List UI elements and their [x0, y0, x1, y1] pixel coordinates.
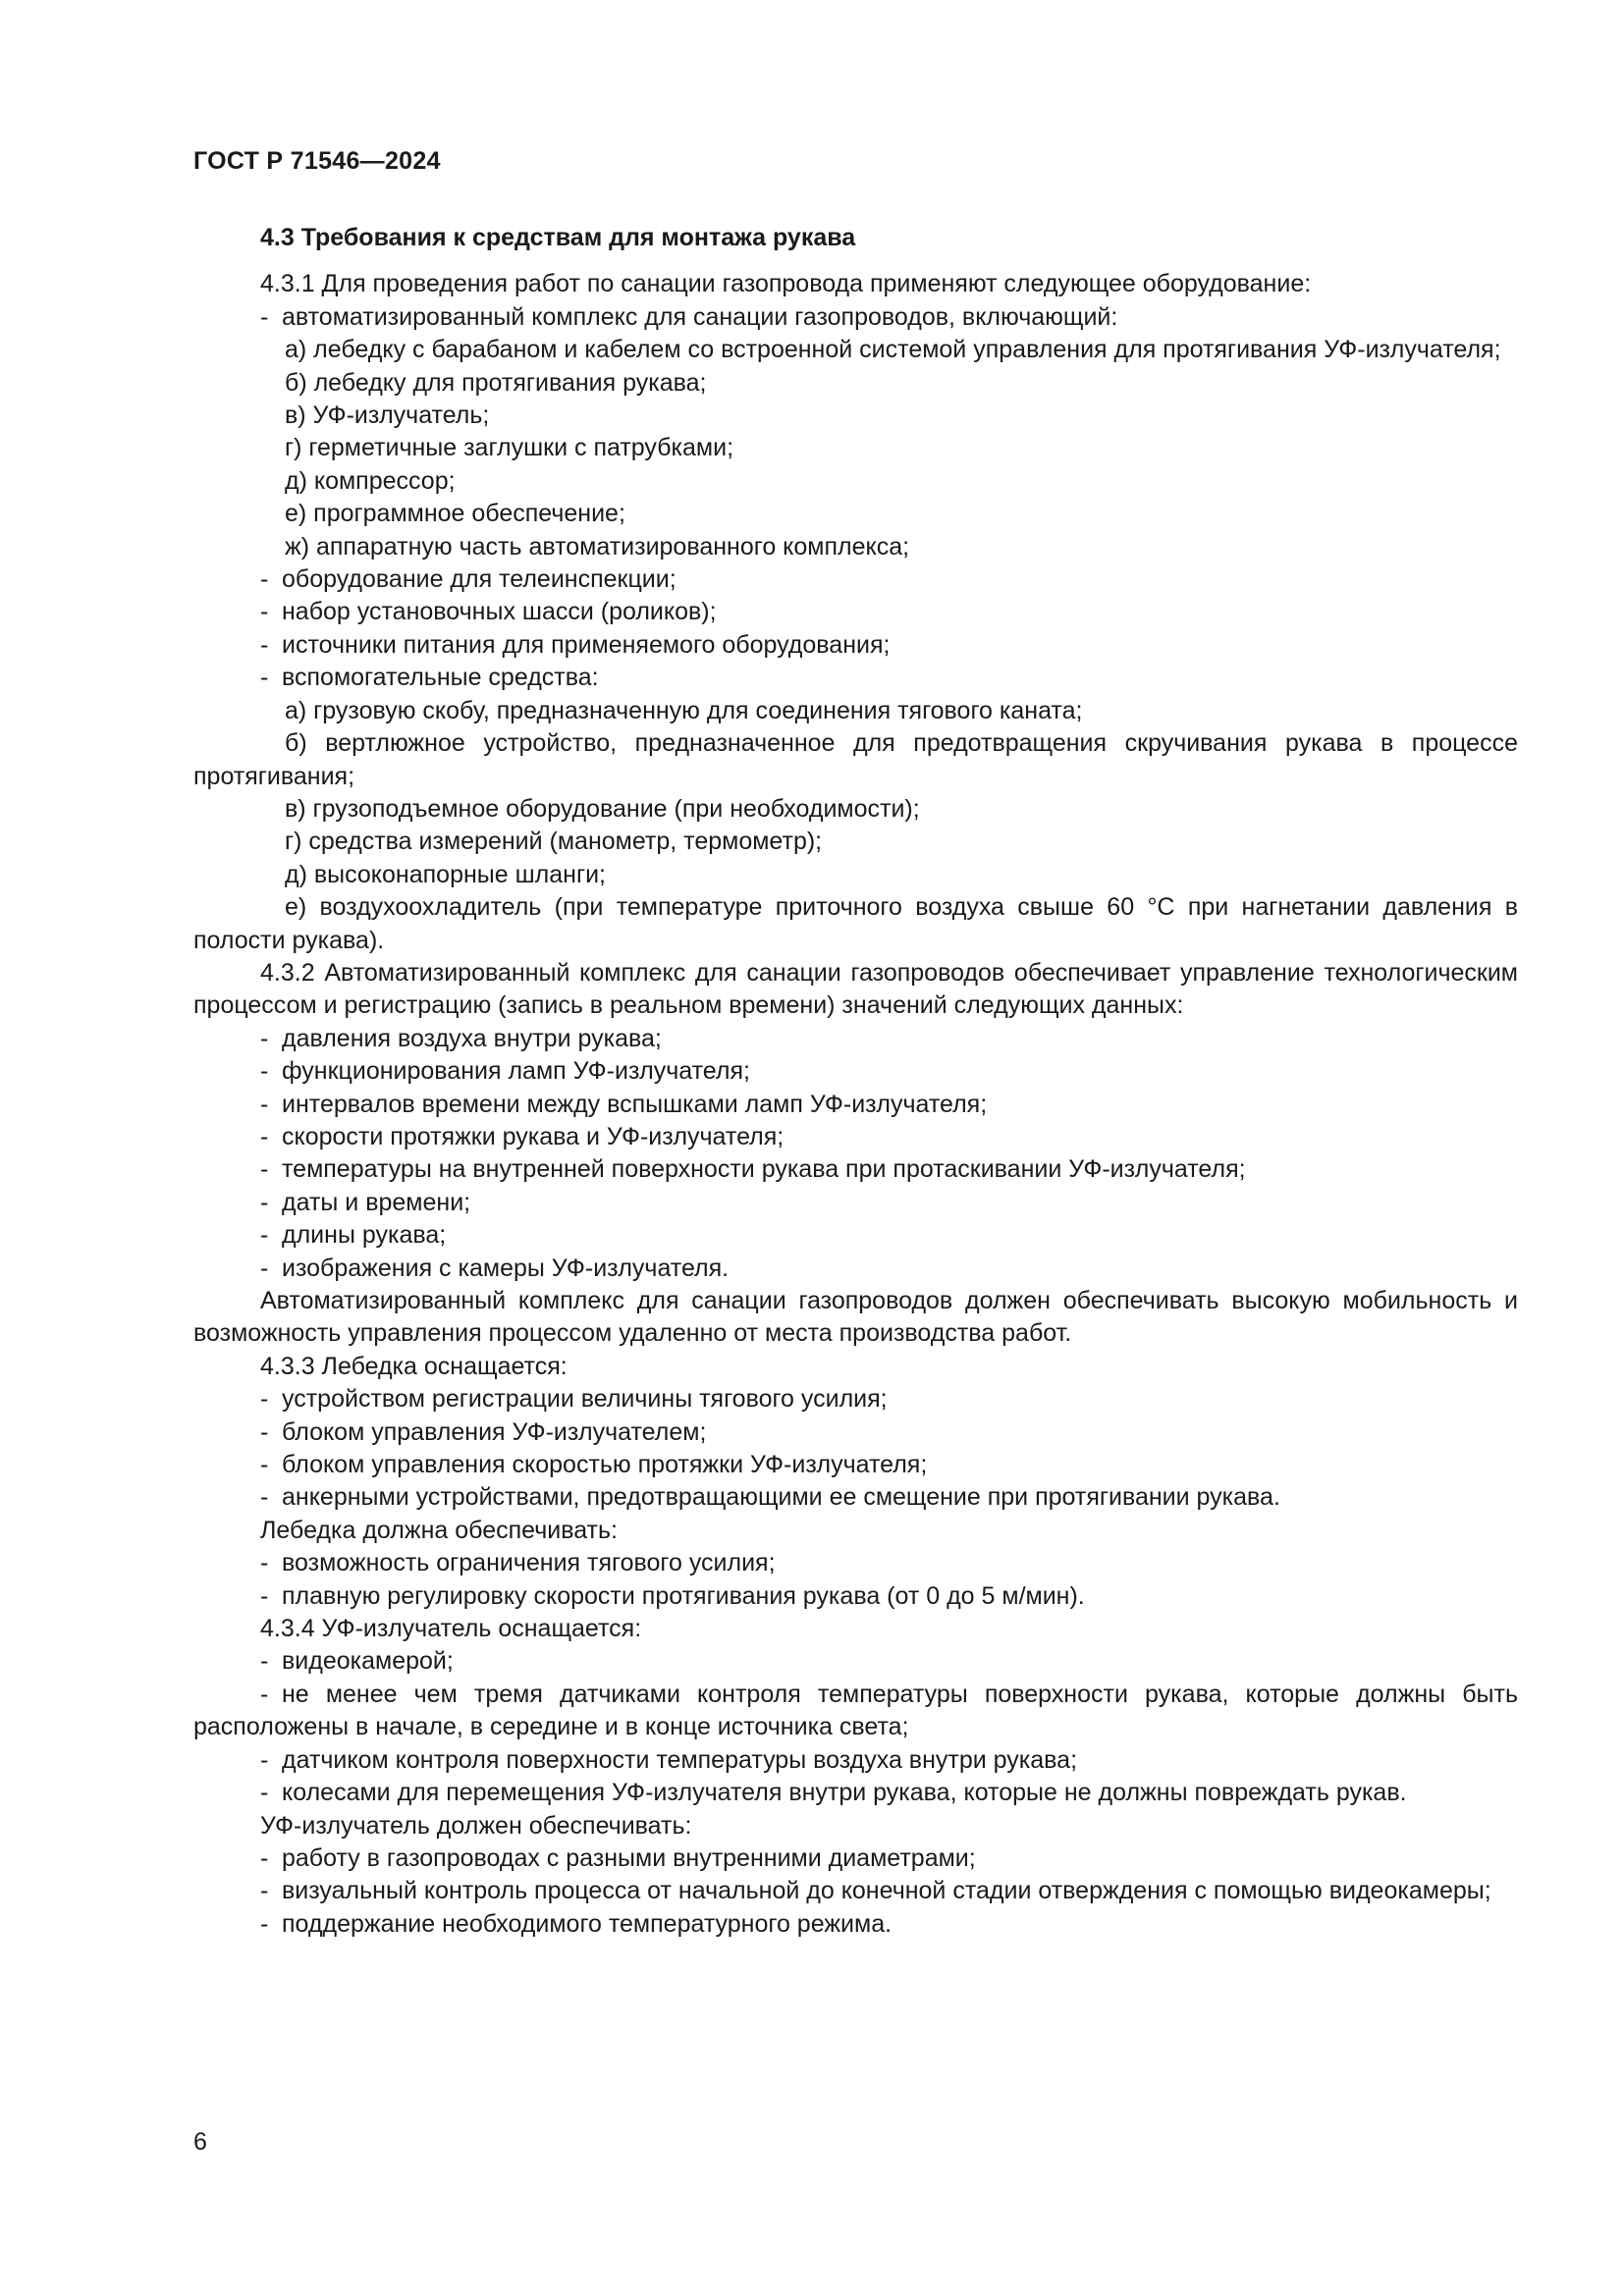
section-heading: 4.3 Требования к средствам для монтажа рукава [260, 224, 856, 251]
document-id-header: ГОСТ Р 71546—2024 [193, 147, 441, 175]
list-item: д) высоконапорные шланги; [285, 860, 606, 888]
list-item: е) воздухоохладитель (при температуре приточного воздуха свыше 60 °C при нагнетании давления в полости рукава). [193, 893, 1518, 954]
list-item: в) грузоподъемное оборудование (при необходимости); [285, 794, 920, 823]
list-item: а) лебедку с барабаном и кабелем со встроенной системой управления для протягивания УФ-излучателя; [285, 336, 1501, 364]
list-item: - изображения с камеры УФ-излучателя. [260, 1254, 730, 1282]
page-number: 6 [193, 2128, 207, 2156]
list-item: - скорости протяжки рукава и УФ-излучателя; [260, 1122, 785, 1150]
clause-4-3-1: 4.3.1 Для проведения работ по санации газопровода применяют следующее оборудование: [260, 270, 1312, 298]
list-item: б) вертлюжное устройство, предназначенное для предотвращения скручивания рукава в процессе протягивания; [193, 729, 1518, 790]
list-item: - автоматизированный комплекс для санации газопроводов, включающий: [260, 302, 1118, 331]
paragraph: Автоматизированный комплекс для санации газопроводов должен обеспечивать высокую мобильность и возможность управления процессом удаленно от места производства работ. [193, 1287, 1518, 1348]
list-item: а) грузовую скобу, предназначенную для соединения тягового каната; [285, 696, 1083, 724]
list-item: г) герметичные заглушки с патрубками; [285, 434, 734, 462]
paragraph: УФ-излучатель должен обеспечивать: [260, 1811, 692, 1840]
clause-4-3-2: 4.3.2 Автоматизированный комплекс для санации газопроводов обеспечивает управление технологическим процессом и регистрацию (запись в реальном времени) значений следующих данных: [193, 958, 1518, 1020]
list-item: д) компрессор; [285, 466, 456, 495]
list-item: - колесами для перемещения УФ-излучателя внутри рукава, которые не должны повреждать рукав. [260, 1779, 1407, 1807]
list-item: б) лебедку для протягивания рукава; [285, 368, 707, 397]
list-item: - плавную регулировку скорости протягивания рукава (от 0 до 5 м/мин). [260, 1581, 1085, 1610]
list-item: - источники питания для применяемого оборудования; [260, 630, 891, 659]
list-item: - оборудование для телеинспекции; [260, 565, 677, 594]
list-item: - набор установочных шасси (роликов); [260, 598, 717, 626]
list-item: - блоком управления УФ-излучателем; [260, 1417, 707, 1446]
section-4-3 [193, 222, 1518, 1941]
list-item: ж) аппаратную часть автоматизированного комплекса; [285, 532, 910, 561]
list-item: в) УФ-излучатель; [285, 401, 490, 430]
list-item: - устройством регистрации величины тягового усилия; [260, 1385, 888, 1414]
list-item: - давления воздуха внутри рукава; [260, 1024, 662, 1052]
list-item: - функционирования ламп УФ-излучателя; [260, 1057, 750, 1086]
list-item: - датчиком контроля поверхности температуры воздуха внутри рукава; [260, 1745, 1078, 1774]
list-item: - длины рукава; [260, 1221, 447, 1250]
list-item: - работу в газопроводах с разными внутренними диаметрами; [260, 1843, 976, 1872]
clause-4-3-4: 4.3.4 УФ-излучатель оснащается: [260, 1615, 642, 1643]
list-item: - температуры на внутренней поверхности рукава при протаскивании УФ-излучателя; [260, 1155, 1246, 1184]
list-item: г) средства измерений (манометр, термометр); [285, 828, 823, 856]
list-item: - возможность ограничения тягового усилия; [260, 1549, 776, 1577]
list-item: - не менее чем тремя датчиками контроля температуры поверхности рукава, которые должны быть расположены в начале, в середине и в конце источника света; [193, 1680, 1518, 1741]
list-item: - поддержание необходимого температурного режима. [260, 1909, 893, 1938]
list-item: - даты и времени; [260, 1188, 471, 1216]
list-item: - анкерными устройствами, предотвращающими ее смещение при протягивании рукава. [260, 1483, 1280, 1512]
list-item: е) программное обеспечение; [285, 500, 625, 528]
paragraph: Лебедка должна обеспечивать: [260, 1516, 618, 1544]
clause-4-3-3: 4.3.3 Лебедка оснащается: [260, 1352, 568, 1380]
list-item: - видеокамерой; [260, 1647, 454, 1676]
list-item: - блоком управления скоростью протяжки УФ-излучателя; [260, 1451, 928, 1479]
list-item: - интервалов времени между вспышками ламп УФ-излучателя; [260, 1090, 988, 1118]
list-item: - визуальный контроль процесса от начальной до конечной стадии отверждения с помощью видеокамеры; [260, 1877, 1491, 1905]
list-item: - вспомогательные средства: [260, 664, 599, 692]
